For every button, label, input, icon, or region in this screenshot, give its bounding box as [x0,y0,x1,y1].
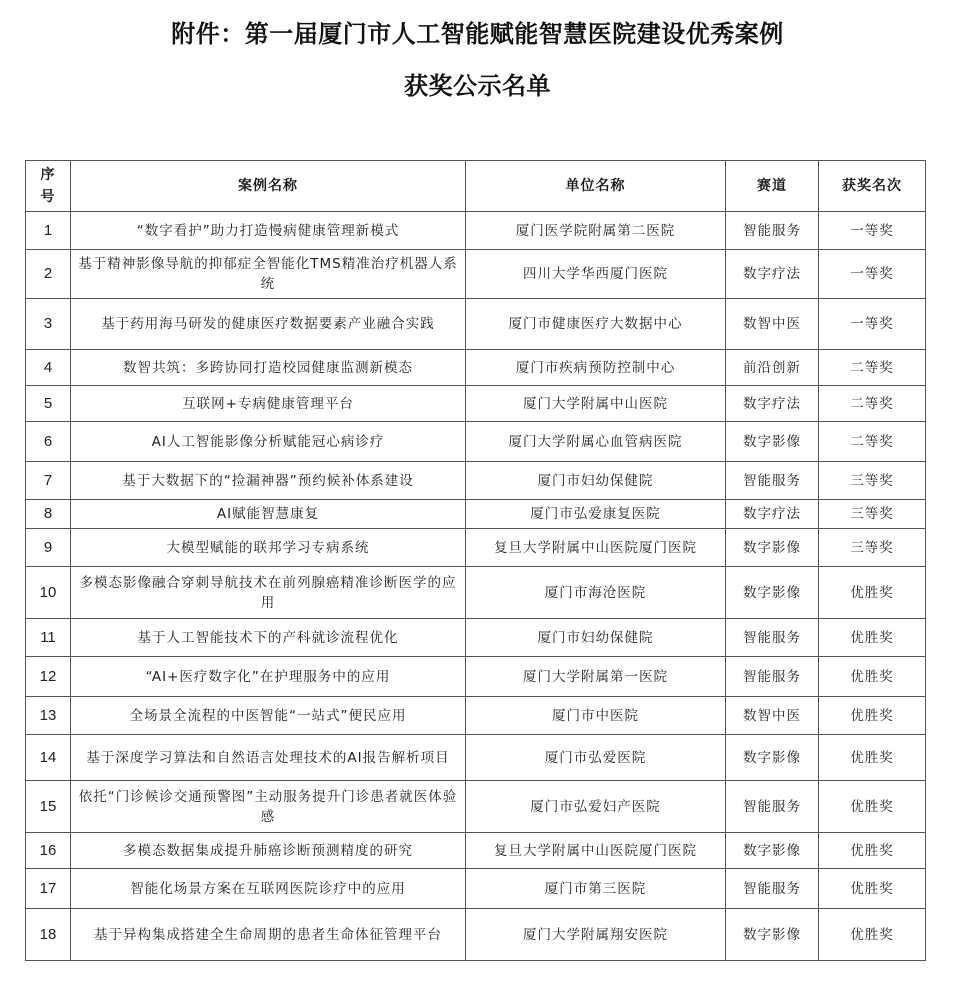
cell-unit-name: 厦门市中医院 [466,697,726,735]
table-row [26,500,926,529]
cell-seq: 15 [26,781,71,833]
cell-unit-name: 厦门市第三医院 [466,869,726,909]
cell-award: 优胜奖 [819,735,926,781]
header-award: 获奖名次 [819,161,926,212]
cell-unit-name: 四川大学华西厦门医院 [466,250,726,299]
cell-case-name: 依托“门诊候诊交通预警图”主动服务提升门诊患者就医体验感 [71,781,466,833]
cell-track: 前沿创新 [726,350,819,386]
table-row [26,697,926,735]
cell-seq: 8 [26,500,71,529]
table-row [26,619,926,657]
award-list-table [25,160,926,961]
cell-track: 智能服务 [726,869,819,909]
cell-track: 数字影像 [726,833,819,869]
cell-award: 优胜奖 [819,833,926,869]
header-seq [26,161,71,212]
cell-unit-name: 厦门市弘爱康复医院 [466,500,726,529]
cell-seq: 12 [26,657,71,697]
cell-case-name: 基于人工智能技术下的产科就诊流程优化 [71,619,466,657]
cell-track: 智能服务 [726,462,819,500]
cell-unit-name: 复旦大学附属中山医院厦门医院 [466,833,726,869]
table-row [26,657,926,697]
cell-seq: 13 [26,697,71,735]
cell-unit-name: 厦门大学附属翔安医院 [466,909,726,961]
cell-award: 优胜奖 [819,909,926,961]
cell-unit-name: 厦门市海沧医院 [466,567,726,619]
cell-seq: 3 [26,299,71,350]
cell-case-name: AI赋能智慧康复 [71,500,466,529]
cell-track: 数智中医 [726,697,819,735]
table-row [26,735,926,781]
cell-award: 一等奖 [819,250,926,299]
cell-case-name: 基于异构集成搭建全生命周期的患者生命体征管理平台 [71,909,466,961]
cell-award: 三等奖 [819,462,926,500]
cell-track: 数字影像 [726,529,819,567]
table-row [26,299,926,350]
cell-unit-name: 厦门大学附属第一医院 [466,657,726,697]
cell-seq: 4 [26,350,71,386]
cell-award: 三等奖 [819,500,926,529]
cell-unit-name: 厦门市妇幼保健院 [466,619,726,657]
document-subtitle: 获奖公示名单 [404,71,551,100]
cell-track: 数字疗法 [726,500,819,529]
cell-case-name: 基于精神影像导航的抑郁症全智能化TMS精准治疗机器人系统 [71,250,466,299]
cell-award: 优胜奖 [819,567,926,619]
cell-track: 数字疗法 [726,250,819,299]
cell-seq: 11 [26,619,71,657]
table-row [26,833,926,869]
table-row [26,212,926,250]
cell-case-name: “数字看护”助力打造慢病健康管理新模式 [71,212,466,250]
cell-track: 智能服务 [726,619,819,657]
table-row [26,781,926,833]
cell-track: 数字疗法 [726,386,819,422]
cell-track: 数字影像 [726,909,819,961]
header-unit-name: 单位名称 [466,161,726,212]
cell-case-name: 基于大数据下的“捡漏神器”预约候补体系建设 [71,462,466,500]
table-row [26,422,926,462]
cell-award: 二等奖 [819,422,926,462]
cell-track: 智能服务 [726,657,819,697]
cell-unit-name: 复旦大学附属中山医院厦门医院 [466,529,726,567]
cell-award: 优胜奖 [819,619,926,657]
header-track: 赛道 [726,161,819,212]
cell-award: 优胜奖 [819,697,926,735]
cell-case-name: 多模态影像融合穿刺导航技术在前列腺癌精准诊断医学的应用 [71,567,466,619]
cell-seq: 5 [26,386,71,422]
cell-case-name: AI人工智能影像分析赋能冠心病诊疗 [71,422,466,462]
cell-track: 数智中医 [726,299,819,350]
cell-track: 智能服务 [726,781,819,833]
table-row [26,462,926,500]
cell-seq: 10 [26,567,71,619]
cell-award: 优胜奖 [819,657,926,697]
cell-unit-name: 厦门大学附属心血管病医院 [466,422,726,462]
cell-case-name: “AI+医疗数字化”在护理服务中的应用 [71,657,466,697]
cell-case-name: 互联网+专病健康管理平台 [71,386,466,422]
table-row [26,386,926,422]
cell-track: 数字影像 [726,422,819,462]
cell-unit-name: 厦门市妇幼保健院 [466,462,726,500]
cell-seq: 18 [26,909,71,961]
table-row [26,869,926,909]
cell-unit-name: 厦门医学院附属第二医院 [466,212,726,250]
table-row [26,909,926,961]
cell-award: 一等奖 [819,212,926,250]
cell-seq: 1 [26,212,71,250]
cell-seq: 7 [26,462,71,500]
cell-award: 三等奖 [819,529,926,567]
cell-track: 数字影像 [726,567,819,619]
cell-seq: 9 [26,529,71,567]
cell-seq: 17 [26,869,71,909]
cell-award: 一等奖 [819,299,926,350]
cell-award: 二等奖 [819,386,926,422]
cell-award: 优胜奖 [819,781,926,833]
cell-case-name: 数智共筑：多跨协同打造校园健康监测新模态 [71,350,466,386]
cell-unit-name: 厦门市弘爱医院 [466,735,726,781]
header-seq-label: 序号 [40,167,56,205]
cell-unit-name: 厦门大学附属中山医院 [466,386,726,422]
cell-case-name: 基于药用海马研发的健康医疗数据要素产业融合实践 [71,299,466,350]
cell-unit-name: 厦门市健康医疗大数据中心 [466,299,726,350]
table-row [26,250,926,299]
cell-case-name: 智能化场景方案在互联网医院诊疗中的应用 [71,869,466,909]
cell-unit-name: 厦门市疾病预防控制中心 [466,350,726,386]
table-row [26,567,926,619]
table-row [26,529,926,567]
cell-seq: 2 [26,250,71,299]
cell-award: 优胜奖 [819,869,926,909]
cell-case-name: 全场景全流程的中医智能“一站式”便民应用 [71,697,466,735]
cell-seq: 6 [26,422,71,462]
cell-case-name: 基于深度学习算法和自然语言处理技术的AI报告解析项目 [71,735,466,781]
cell-award: 二等奖 [819,350,926,386]
cell-track: 数字影像 [726,735,819,781]
cell-track: 智能服务 [726,212,819,250]
cell-case-name: 多模态数据集成提升肺癌诊断预测精度的研究 [71,833,466,869]
cell-seq: 16 [26,833,71,869]
cell-unit-name: 厦门市弘爱妇产医院 [466,781,726,833]
table-header-row [26,161,926,212]
table-row [26,350,926,386]
cell-seq: 14 [26,735,71,781]
document-title: 附件：第一届厦门市人工智能赋能智慧医院建设优秀案例 [171,19,784,48]
cell-case-name: 大模型赋能的联邦学习专病系统 [71,529,466,567]
header-case-name: 案例名称 [71,161,466,212]
